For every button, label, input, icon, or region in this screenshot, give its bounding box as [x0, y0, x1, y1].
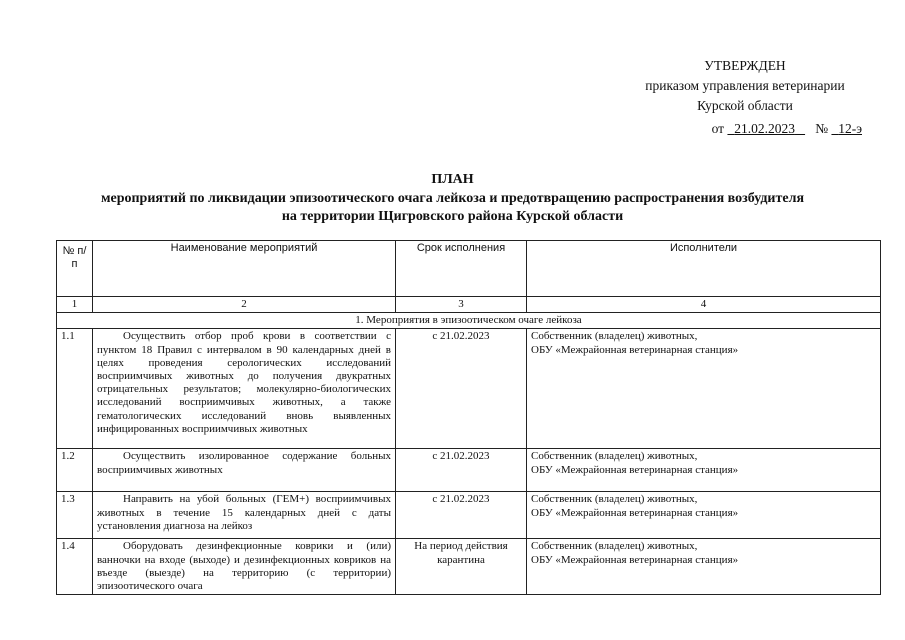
- row-name: Направить на убой больных (ГЕМ+) восприимчивых животных в течение 15 календарных дней с даты установления диагноза на лейкоз: [93, 492, 396, 539]
- approval-order-line: приказом управления ветеринарии: [645, 78, 845, 93]
- table-row: [57, 539, 881, 595]
- col-number: 3: [396, 297, 527, 313]
- row-num: 1.1: [57, 329, 93, 449]
- row-term: с 21.02.2023: [396, 329, 527, 449]
- table-row: [57, 329, 881, 449]
- approval-region-line: Курской области: [697, 98, 793, 113]
- header-term: Срок исполнения: [396, 241, 527, 297]
- column-number-row: [57, 297, 881, 313]
- order-number: 12-э: [838, 121, 862, 136]
- number-prefix: №: [815, 121, 829, 136]
- row-term: На период действия карантина: [396, 539, 527, 595]
- row-num: 1.3: [57, 492, 93, 539]
- row-name: Оборудовать дезинфекционные коврики и (или) ванночки на входе (выходе) и дезинфекционных ковриков на въезде (выезде) на территорию (с территории) эпизоотического очага: [93, 539, 396, 595]
- row-num: 1.4: [57, 539, 93, 595]
- header-num: № п/п: [57, 241, 93, 297]
- table-header-row: [57, 241, 881, 297]
- row-name: Осуществить отбор проб крови в соответствии с пунктом 18 Правил с интервалом в 90 календарных дней в целях проведения серологических исследований восприимчивых животных до получения двукратных отрицательных результатов; молекулярно-биологических исследований восприимчивых животных, а также гематологических исследований вновь выявленных инфицированных восприимчивых животных: [93, 329, 396, 449]
- approval-title: УТВЕРЖДЕН: [704, 58, 786, 73]
- plan-table: [56, 240, 881, 595]
- row-exec: Собственник (владелец) животных, ОБУ «Межрайонная ветеринарная станция»: [527, 329, 881, 449]
- row-num: 1.2: [57, 449, 93, 492]
- approval-block: [600, 56, 890, 116]
- document-title: ПЛАН: [431, 172, 474, 187]
- section-title: 1. Мероприятия в эпизоотическом очаге лейкоза: [57, 313, 881, 329]
- row-exec: Собственник (владелец) животных, ОБУ «Межрайонная ветеринарная станция»: [527, 539, 881, 595]
- col-number: 1: [57, 297, 93, 313]
- row-exec: Собственник (владелец) животных, ОБУ «Межрайонная ветеринарная станция»: [527, 449, 881, 492]
- row-term: с 21.02.2023: [396, 449, 527, 492]
- section-row: [57, 313, 881, 329]
- header-exec: Исполнители: [527, 241, 881, 297]
- header-name: Наименование мероприятий: [93, 241, 396, 297]
- order-date-number: [600, 121, 890, 137]
- document-subtitle-line2: на территории Щигровского района Курской области: [281, 209, 624, 224]
- table-row: [57, 492, 881, 539]
- order-date: 21.02.2023: [734, 121, 795, 136]
- row-exec: Собственник (владелец) животных, ОБУ «Межрайонная ветеринарная станция»: [527, 492, 881, 539]
- col-number: 2: [93, 297, 396, 313]
- document-subtitle-line1: мероприятий по ликвидации эпизоотического очага лейкоза и предотвращению распространения возбудителя: [100, 191, 805, 206]
- date-prefix: от: [711, 121, 725, 136]
- table-row: [57, 449, 881, 492]
- row-name: Осуществить изолированное содержание больных восприимчивых животных: [93, 449, 396, 492]
- col-number: 4: [527, 297, 881, 313]
- row-term: с 21.02.2023: [396, 492, 527, 539]
